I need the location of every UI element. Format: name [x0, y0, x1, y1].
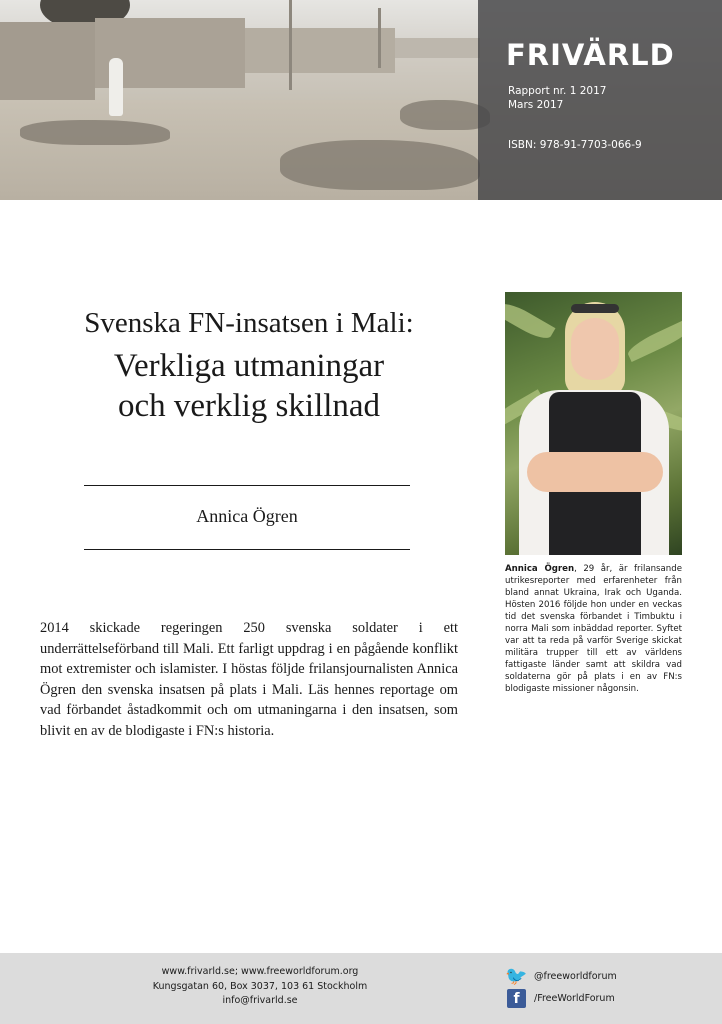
twitter-icon: 🐦: [505, 966, 528, 987]
divider-top: [84, 485, 410, 486]
footer: [0, 953, 722, 1024]
contact-info: [110, 965, 410, 1009]
intro-paragraph: 2014 skickade regeringen 250 svenska soldater i ett underrättelseförband till Mali. Ett farligt uppdrag i en pågående konflikt mot extremister och islamister. I höstas följde frilansjournalisten Annica Ögren den svenska insatsen på plats i Mali. Läs hennes reportage om vad förbandet åstadkommit och om utmaningarna i den insatsen, som blivit en av de blodigaste i FN:s historia.: [40, 620, 458, 739]
author-name: Annica Ögren: [196, 506, 298, 526]
facebook-link[interactable]: [507, 989, 615, 1008]
website-links[interactable]: www.frivarld.se; www.freeworldforum.org: [161, 966, 359, 977]
title-line-1: Svenska FN-insatsen i Mali:: [84, 307, 414, 339]
title-line-3: och verklig skillnad: [117, 388, 381, 424]
report-date: Mars 2017: [508, 99, 564, 111]
brand-box: [478, 0, 722, 200]
postal-address: Kungsgatan 60, Box 3037, 103 61 Stockholm: [152, 980, 368, 992]
title-line-2: Verkliga utmaningar: [113, 348, 385, 384]
email-link[interactable]: info@frivarld.se: [222, 995, 298, 1006]
title-block: [40, 306, 458, 426]
brand-logo: FRIVÄRLD: [506, 38, 675, 72]
author-photo: [505, 292, 682, 555]
divider-bottom: [84, 549, 410, 550]
report-number: Rapport nr. 1 2017: [508, 85, 607, 97]
photo-caption: [505, 563, 682, 695]
facebook-handle: /FreeWorldForum: [534, 993, 615, 1004]
isbn: ISBN: 978-91-7703-066-9: [508, 139, 642, 151]
twitter-handle: @freeworldforum: [534, 971, 617, 982]
twitter-link[interactable]: [507, 967, 617, 986]
caption-name: Annica Ögren: [505, 564, 575, 574]
caption-text: , 29 år, är frilansande utrikesreporter med erfarenheter från bland annat Ukraina, Irak och Uganda. Hösten 2016 följde hon under en veckas tid det svenska förbandet i Timbuktu i norra Mali som inbäddad reporter. Syftet var att ta reda på varför Sverige skickat militära trupper till ett av världens fattigaste länder samt att skildra vad soldaterna gör på plats i en av FN:s blodigaste missioner någonsin.: [505, 564, 682, 694]
facebook-icon: f: [507, 989, 526, 1008]
